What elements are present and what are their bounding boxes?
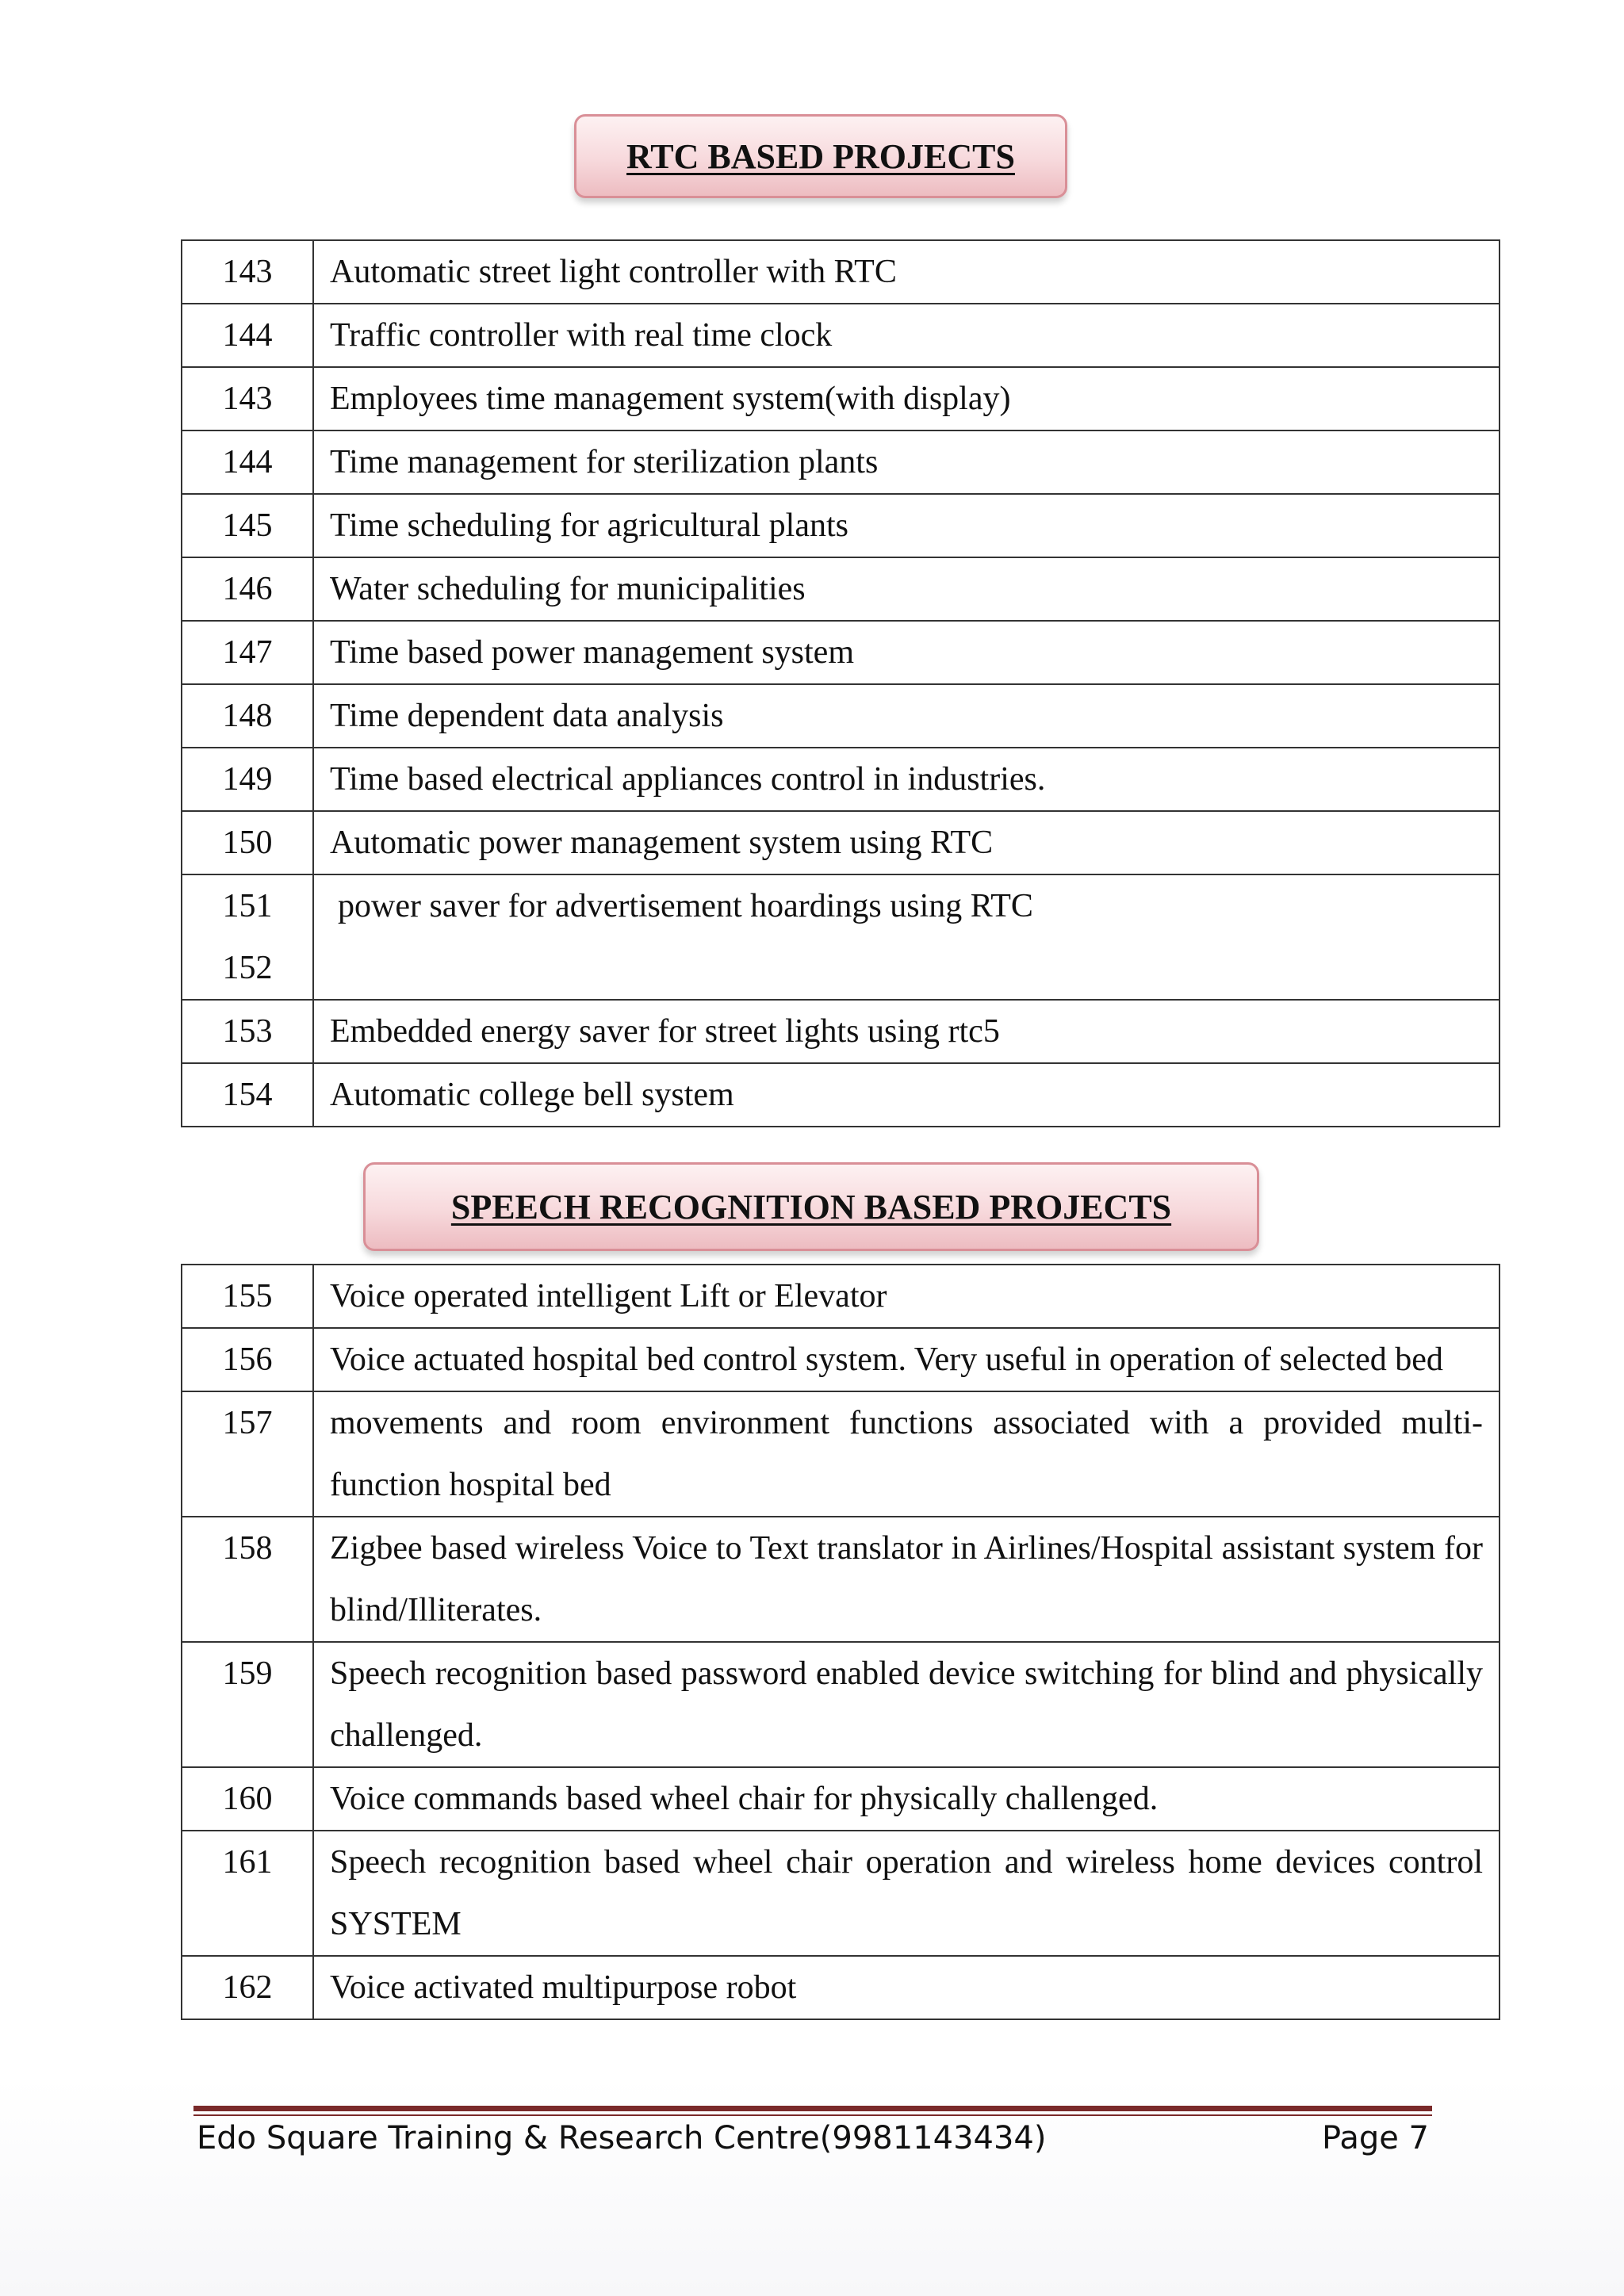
rtc-section-title: RTC BASED PROJECTS (626, 136, 1015, 176)
project-title: Automatic street light controller with RTC (313, 240, 1500, 304)
speech-section-banner (363, 1162, 1259, 1251)
table-row (182, 1063, 1500, 1127)
project-title: Voice activated multipurpose robot (313, 1956, 1500, 2019)
project-number: 150 (182, 811, 313, 874)
table-row (182, 1767, 1500, 1831)
project-number: 157 (182, 1391, 313, 1517)
project-number: 149 (182, 748, 313, 811)
project-title: movements and room environment functions associated with a provided multi-function hospital bed (313, 1391, 1500, 1517)
project-title: Voice operated intelligent Lift or Elevator (313, 1265, 1500, 1328)
table-row (182, 304, 1500, 367)
project-title: Time based electrical appliances control in industries. (313, 748, 1500, 811)
project-title: Voice actuated hospital bed control system. Very useful in operation of selected bed (313, 1328, 1500, 1391)
project-number: 160 (182, 1767, 313, 1831)
project-number: 156 (182, 1328, 313, 1391)
table-row (182, 684, 1500, 748)
project-number: 146 (182, 557, 313, 621)
project-title: power saver for advertisement hoardings using RTC (338, 888, 1033, 924)
project-number: 155 (182, 1265, 313, 1328)
table-row (182, 748, 1500, 811)
rtc-projects-table (181, 239, 1500, 1127)
project-number: 161 (182, 1831, 313, 1956)
table-row (182, 1517, 1500, 1642)
table-row (182, 557, 1500, 621)
table-row (182, 1642, 1500, 1767)
project-title: Speech recognition based password enabled device switching for blind and physically challenged. (313, 1642, 1500, 1767)
project-title: Zigbee based wireless Voice to Text translator in Airlines/Hospital assistant system for blind/Illiterates. (313, 1517, 1500, 1642)
rtc-section-banner (574, 114, 1067, 198)
project-title: Time dependent data analysis (313, 684, 1500, 748)
project-number: 158 (182, 1517, 313, 1642)
footer-organization: Edo Square Training & Research Centre(9981143434) (197, 2120, 1047, 2156)
project-title-cell (313, 874, 1500, 1000)
table-row (182, 367, 1500, 430)
footer-divider-thick (193, 2106, 1432, 2111)
project-title: Time scheduling for agricultural plants (313, 494, 1500, 557)
project-number: 152 (222, 950, 273, 986)
footer-divider-thin (193, 2114, 1432, 2116)
table-row (182, 874, 1500, 1000)
project-number: 143 (182, 240, 313, 304)
table-row (182, 1265, 1500, 1328)
project-number: 148 (182, 684, 313, 748)
project-number: 145 (182, 494, 313, 557)
table-row (182, 494, 1500, 557)
project-number: 147 (182, 621, 313, 684)
project-title: Voice commands based wheel chair for physically challenged. (313, 1767, 1500, 1831)
speech-projects-table (181, 1264, 1500, 2020)
table-row (182, 1956, 1500, 2019)
project-title: Time management for sterilization plants (313, 430, 1500, 494)
table-row (182, 1831, 1500, 1956)
project-number: 151 (222, 888, 273, 924)
speech-section-title: SPEECH RECOGNITION BASED PROJECTS (450, 1187, 1172, 1226)
table-row (182, 430, 1500, 494)
table-row (182, 1000, 1500, 1063)
project-title: Employees time management system(with display) (313, 367, 1500, 430)
project-number: 143 (182, 367, 313, 430)
project-number: 154 (182, 1063, 313, 1127)
project-title: Automatic power management system using RTC (313, 811, 1500, 874)
table-row (182, 1328, 1500, 1391)
project-title: Traffic controller with real time clock (313, 304, 1500, 367)
table-row (182, 240, 1500, 304)
footer-page-number: Page 7 (1322, 2120, 1429, 2156)
table-row (182, 621, 1500, 684)
project-number: 144 (182, 430, 313, 494)
project-number: 159 (182, 1642, 313, 1767)
project-title: Embedded energy saver for street lights using rtc5 (313, 1000, 1500, 1063)
project-number-pair (182, 874, 313, 1000)
table-row (182, 811, 1500, 874)
project-number: 153 (182, 1000, 313, 1063)
project-title: Time based power management system (313, 621, 1500, 684)
project-title: Automatic college bell system (313, 1063, 1500, 1127)
project-number: 162 (182, 1956, 313, 2019)
project-title: Water scheduling for municipalities (313, 557, 1500, 621)
project-title: Speech recognition based wheel chair operation and wireless home devices control SYSTEM (313, 1831, 1500, 1956)
table-row (182, 1391, 1500, 1517)
project-number: 144 (182, 304, 313, 367)
